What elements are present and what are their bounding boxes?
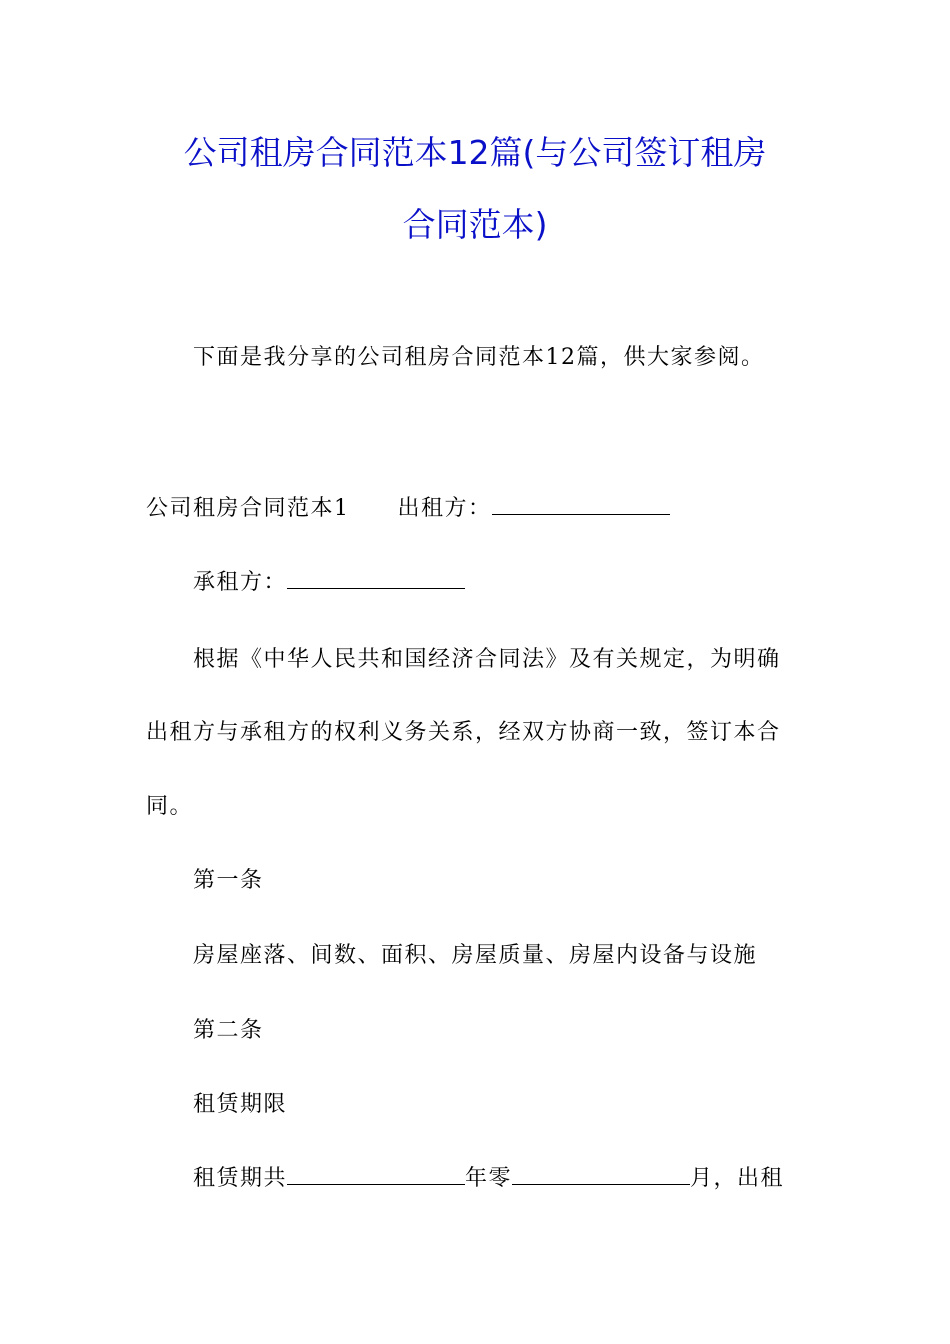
article-1-heading: 第一条: [193, 868, 264, 893]
lessor-label: 出租方：: [397, 496, 492, 521]
document-title-line-2: 合同范本): [402, 205, 548, 244]
paragraph-line-2: 出租方与承租方的权利义务关系，经双方协商一致，签订本合: [146, 720, 781, 745]
lease-term-row: [193, 1164, 784, 1194]
article-2-title: 租赁期限: [193, 1092, 288, 1117]
lessee-blank: [287, 568, 465, 589]
lease-months-blank: [512, 1164, 690, 1185]
lease-year-label: 年零: [465, 1166, 513, 1191]
lessee-row: [193, 568, 465, 598]
section-heading: 公司租房合同范本1: [146, 496, 350, 521]
intro-paragraph: 下面是我分享的公司租房合同范本12篇，供大家参阅。: [193, 345, 765, 370]
lease-prefix: 租赁期共: [193, 1166, 288, 1191]
article-2-heading: 第二条: [193, 1018, 264, 1043]
paragraph-line-1: 根据《中华人民共和国经济合同法》及有关规定，为明确: [193, 647, 781, 672]
lessor-blank: [492, 494, 670, 515]
contract-1-heading-row: [146, 494, 670, 524]
lease-month-label: 月，出租: [690, 1166, 785, 1191]
article-1-content: 房屋座落、间数、面积、房屋质量、房屋内设备与设施: [193, 943, 758, 968]
lessee-label: 承租方：: [193, 570, 288, 595]
paragraph-line-3: 同。: [146, 794, 194, 819]
document-title-line-1: 公司租房合同范本12篇(与公司签订租房: [183, 133, 767, 172]
lease-years-blank: [287, 1164, 465, 1185]
